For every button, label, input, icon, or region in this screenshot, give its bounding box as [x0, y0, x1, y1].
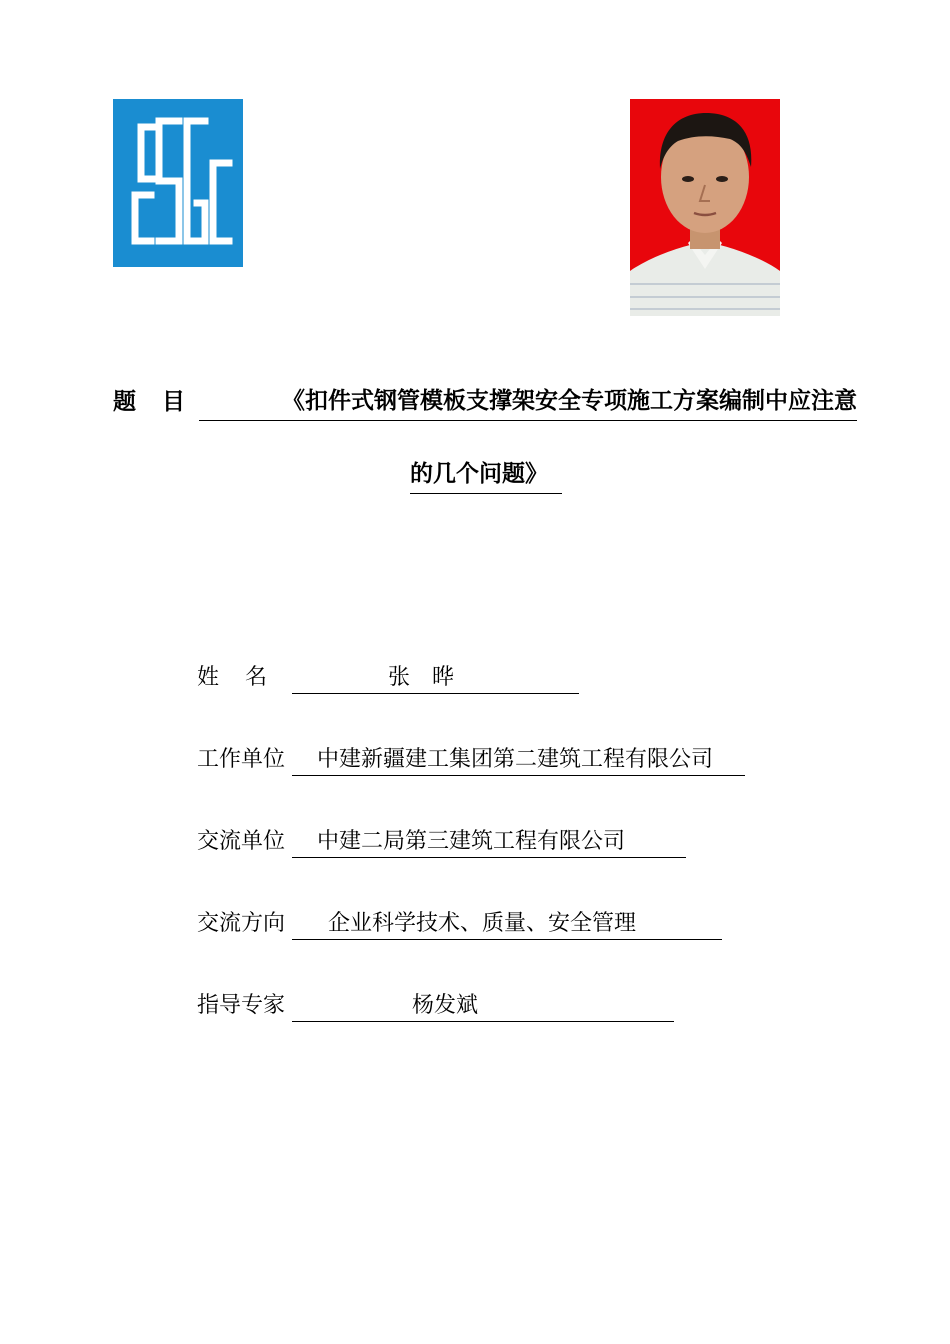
- field-exchange-unit-value-line: [292, 826, 686, 858]
- title-label: 题目: [113, 388, 211, 415]
- title-row: [113, 382, 873, 422]
- title-line-1: 《扣件式钢管模板支撑架安全专项施工方案编制中应注意: [199, 382, 857, 421]
- field-advisor-value: 杨发斌: [412, 993, 479, 1018]
- portrait-photo: [630, 99, 780, 316]
- title-row-2: [410, 455, 562, 495]
- field-exchange-direction-label: 交流方向: [197, 911, 286, 936]
- field-exchange-unit-value: 中建二局第三建筑工程有限公司: [317, 829, 626, 854]
- field-exchange-direction-value-line: [292, 908, 722, 940]
- cscec-logo: [113, 99, 243, 267]
- field-advisor-value-line: [292, 990, 674, 1022]
- field-work-unit-value: 中建新疆建工集团第二建筑工程有限公司: [317, 747, 714, 772]
- field-name-label: 姓名: [197, 665, 294, 690]
- field-name-value-line: [292, 662, 579, 694]
- field-work-unit-label: 工作单位: [197, 747, 286, 772]
- field-exchange-unit-label: 交流单位: [197, 829, 286, 854]
- field-work-unit-value-line: [292, 744, 745, 776]
- field-advisor-label: 指导专家: [197, 993, 286, 1018]
- field-name-value: 张 晔: [388, 665, 455, 690]
- title-line-2: 的几个问题》: [410, 455, 562, 494]
- field-exchange-direction-value: 企业科学技术、质量、安全管理: [328, 911, 637, 936]
